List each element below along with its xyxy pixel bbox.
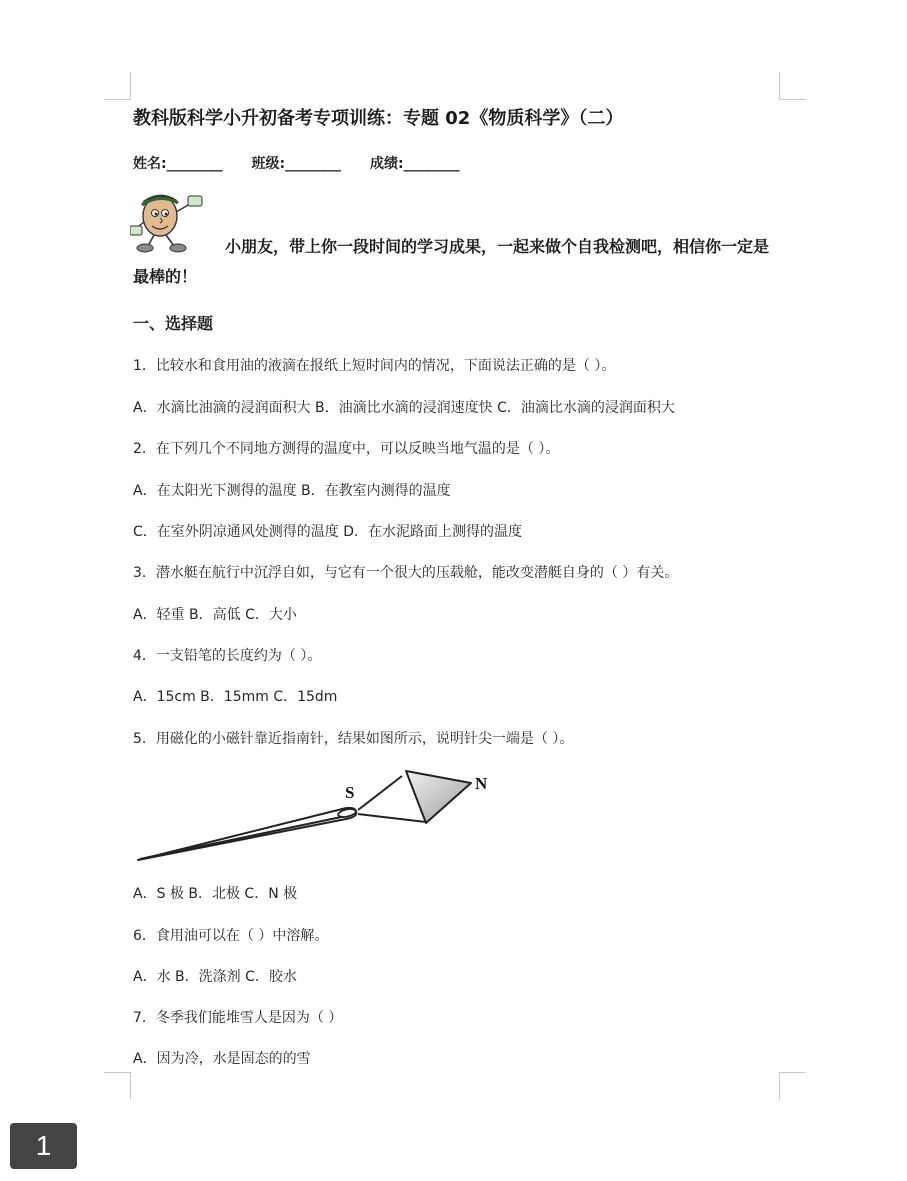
crop-mark-top-left-h (104, 99, 131, 100)
question-6-options: A．水 B．洗涤剂 C．胶水 (133, 969, 297, 985)
page-number-badge[interactable]: 1 (10, 1123, 77, 1169)
question-2-options-ab: A．在太阳光下测得的温度 B．在教室内测得的温度 (133, 483, 451, 499)
question-2: 2．在下列几个不同地方测得的温度中，可以反映当地气温的是（ ）。 (133, 441, 560, 457)
question-3: 3．潜水艇在航行中沉浮自如，与它有一个很大的压载舱，能改变潜艇自身的（ ）有关。 (133, 565, 679, 581)
question-7: 7．冬季我们能堆雪人是因为（ ） (133, 1010, 343, 1026)
needle-label-s: S (345, 783, 355, 802)
question-3-options: A．轻重 B．高低 C．大小 (133, 607, 297, 623)
crop-mark-bottom-right-v (779, 1072, 780, 1100)
magnetized-needle-compass-figure (134, 763, 504, 863)
question-6: 6．食用油可以在（ ）中溶解。 (133, 928, 329, 944)
crop-mark-bottom-left-v (130, 1072, 131, 1100)
crop-mark-bottom-left-h (104, 1072, 131, 1073)
question-2-options-cd: C．在室外阴凉通风处测得的温度 D．在水泥路面上测得的温度 (133, 524, 523, 540)
question-1-options: A．水滴比油滴的浸润面积大 B．油滴比水滴的浸润速度快 C．油滴比水滴的浸润面积大 (133, 400, 675, 416)
class-field-label: 班级:________ (251, 156, 342, 172)
question-5: 5．用磁化的小磁针靠近指南针，结果如图所示，说明针尖一端是（ ）。 (133, 731, 574, 747)
intro-paragraph (133, 232, 783, 292)
question-4-options: A．15cm B．15mm C．15dm (133, 689, 338, 705)
name-field-label: 姓名:________ (133, 156, 223, 172)
crop-mark-top-right-h (779, 99, 806, 100)
crop-mark-bottom-right-h (779, 1072, 806, 1073)
document-title: 教科版科学小升初备考专项训练：专题 02《物质科学》（二） (133, 108, 624, 129)
intro-text: 小朋友，带上你一段时间的学习成果，一起来做个自我检测吧，相信你一定是最棒的！ (133, 237, 770, 286)
crop-mark-top-left-v (130, 72, 131, 100)
student-info-row (133, 153, 484, 173)
question-5-options: A．S 极 B．北极 C．N 极 (133, 886, 298, 902)
score-field-label: 成绩:________ (369, 156, 460, 172)
section-heading-multiple-choice: 一、选择题 (133, 314, 214, 333)
question-7-option-a: A．因为冷，水是固态的的雪 (133, 1051, 311, 1067)
compass-label-n: N (475, 774, 488, 793)
crop-mark-top-right-v (779, 72, 780, 100)
question-4: 4．一支铅笔的长度约为（ ）。 (133, 648, 322, 664)
question-1: 1．比较水和食用油的液滴在报纸上短时间内的情况，下面说法正确的是（ ）。 (133, 358, 616, 374)
